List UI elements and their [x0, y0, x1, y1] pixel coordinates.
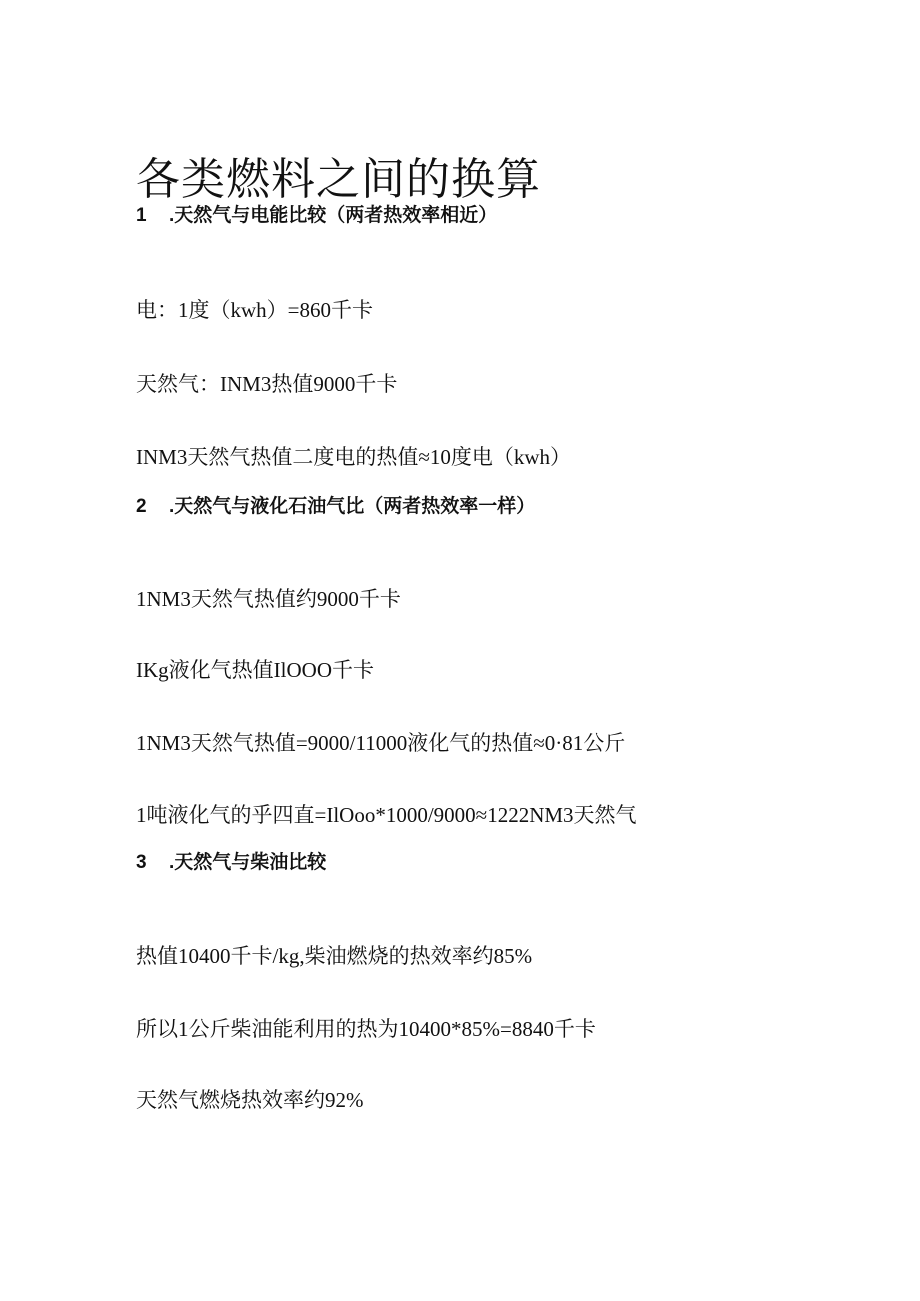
section-number: 2 — [136, 496, 147, 517]
section-number: 3 — [136, 852, 147, 873]
body-line: 天然气燃烧热效率约92% — [136, 1088, 364, 1112]
section-heading-text: .天然气与电能比较（两者热效率相近） — [169, 205, 498, 226]
body-line: 电：1度（kwh）=860千卡 — [136, 298, 374, 322]
body-line: 热值10400千卡/kg,柴油燃烧的热效率约85% — [136, 944, 533, 968]
section-heading-text: .天然气与柴油比较 — [169, 852, 327, 873]
section-heading — [136, 493, 535, 521]
section-number: 1 — [136, 205, 147, 226]
body-line: 1NM3天然气热值约9000千卡 — [136, 587, 401, 611]
body-line: INM3天然气热值二度电的热值≈10度电（kwh） — [136, 445, 572, 469]
body-line: IKg液化气热值IlOOO千卡 — [136, 658, 374, 682]
body-line: 所以1公斤柴油能利用的热为10400*85%=8840千卡 — [136, 1017, 596, 1041]
section-heading-text: .天然气与液化石油气比（两者热效率一样） — [169, 496, 536, 517]
body-line: 1NM3天然气热值=9000/11000液化气的热值≈0·81公斤 — [136, 731, 626, 755]
section-heading — [136, 849, 326, 877]
document-title: 各类燃料之间的换算 — [136, 155, 541, 205]
body-line: 天然气：INM3热值9000千卡 — [136, 372, 398, 396]
body-line: 1吨液化气的乎四直=IlOoo*1000/9000≈1222NM3天然气 — [136, 803, 637, 827]
section-heading — [136, 202, 497, 230]
